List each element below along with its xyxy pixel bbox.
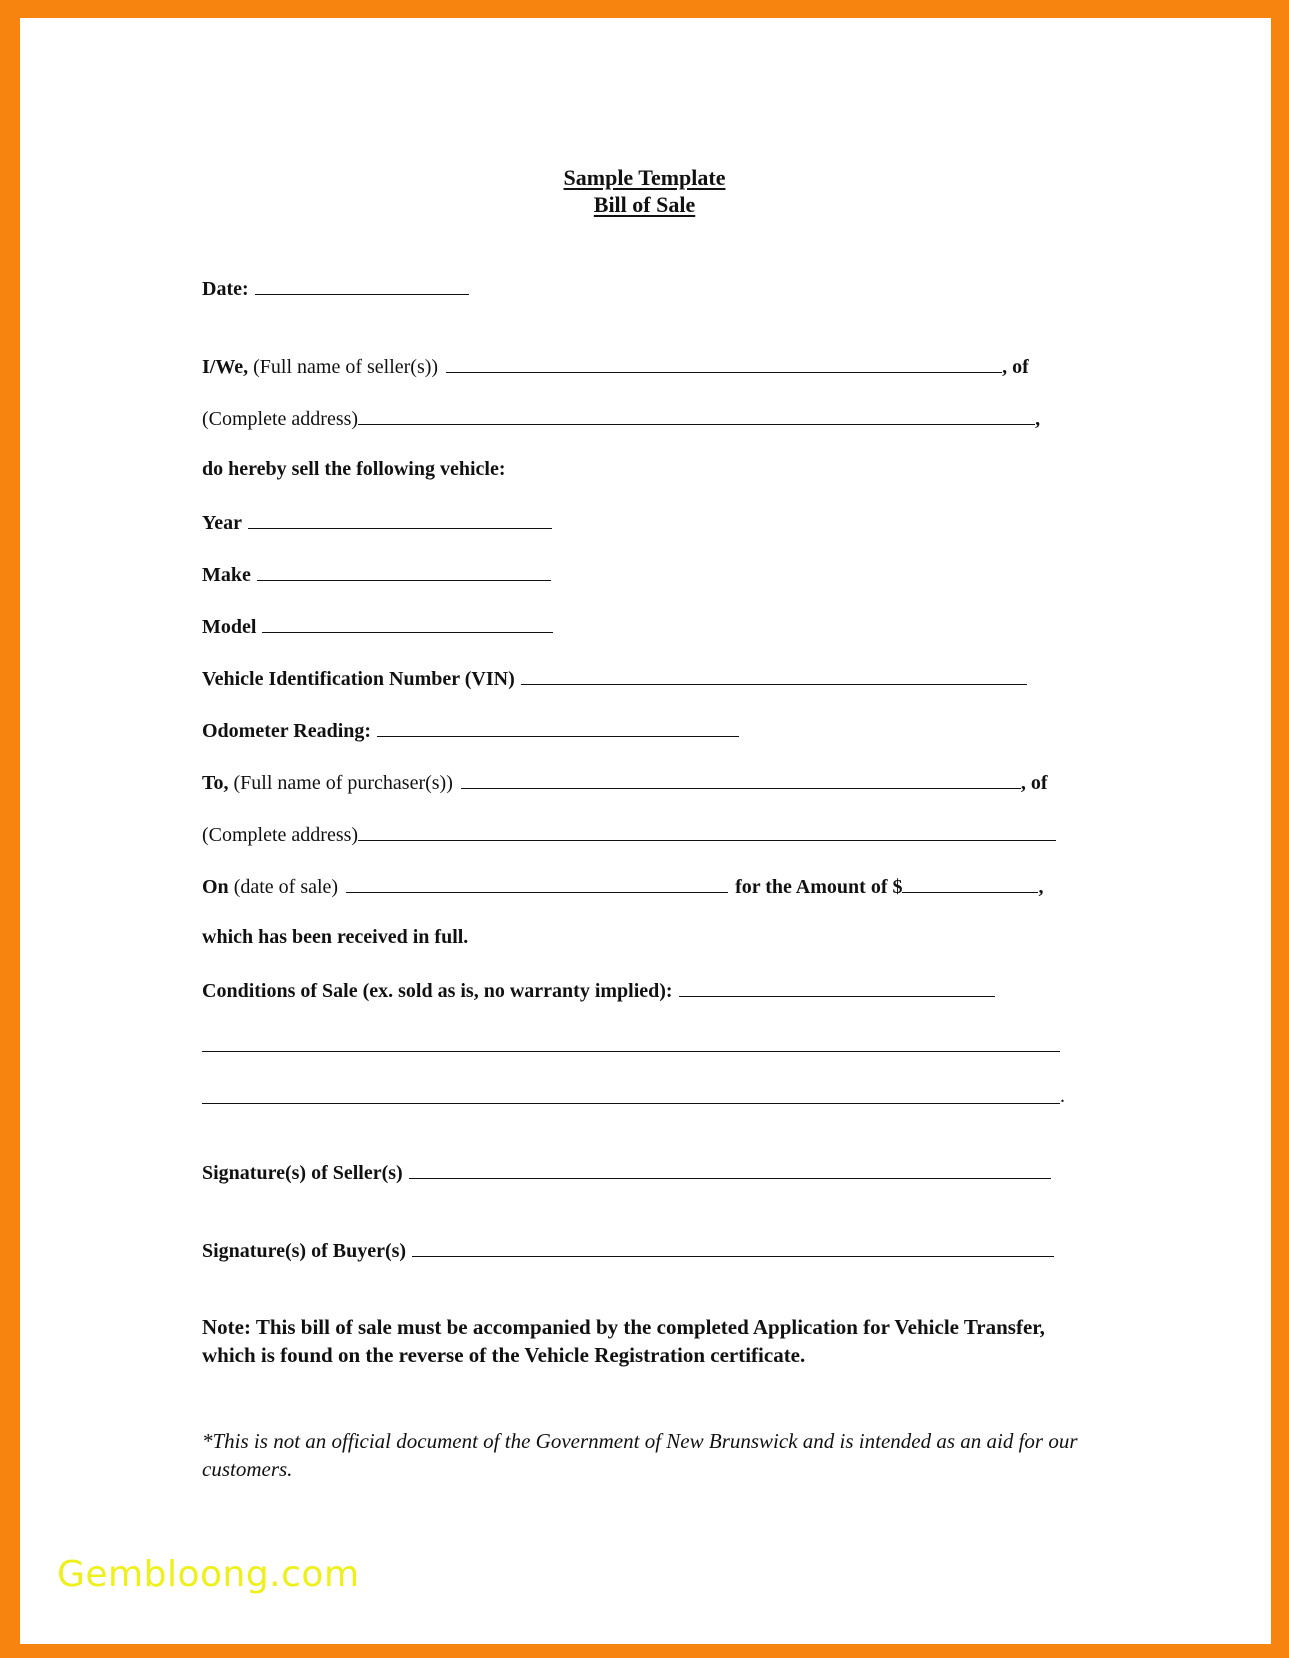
note-paragraph: Note: This bill of sale must be accompanied by the completed Application for Vehicle Transfer, which is found on the reverse of the Vehicle Registration certificate. <box>202 1315 1045 1367</box>
seller-signature-field[interactable] <box>409 1160 1051 1179</box>
seller-name-field[interactable] <box>446 354 1002 373</box>
purchaser-row <box>202 770 1048 795</box>
vin-row <box>202 666 1027 691</box>
received-row <box>202 926 468 949</box>
purchaser-of-suffix: , of <box>1020 772 1048 794</box>
disclaimer-paragraph: *This is not an official document of the Government of New Brunswick and is intended as an aid for our customers. <box>202 1429 1078 1481</box>
sell-statement-row <box>202 458 506 481</box>
purchaser-address-field[interactable] <box>358 822 1056 841</box>
year-label: Year <box>202 512 242 534</box>
seller-of-suffix: , of <box>1002 356 1029 378</box>
on-prefix: On <box>202 876 229 898</box>
buyer-signature-label: Signature(s) of Buyer(s) <box>202 1240 407 1262</box>
vin-field[interactable] <box>521 666 1027 685</box>
document-title: Sample Template <box>563 165 726 190</box>
date-label: Date: <box>202 278 249 300</box>
date-row <box>202 276 469 301</box>
document-subtitle: Bill of Sale <box>593 192 696 217</box>
seller-address-comma: , <box>1035 408 1041 430</box>
watermark-text: Gembloong.com <box>57 1554 360 1595</box>
vin-label: Vehicle Identification Number (VIN) <box>202 668 515 690</box>
conditions-line-3[interactable] <box>202 1103 1060 1104</box>
conditions-label: Conditions of Sale (ex. sold as is, no warranty implied): <box>202 980 673 1002</box>
conditions-period: . <box>1060 1085 1065 1107</box>
year-row <box>202 510 552 535</box>
make-row <box>202 562 551 587</box>
seller-address-row <box>202 406 1040 431</box>
conditions-field[interactable] <box>679 978 995 997</box>
sale-date-row <box>202 874 1043 899</box>
received-statement: which has been received in full. <box>202 926 469 948</box>
purchaser-address-row <box>202 822 1056 847</box>
odometer-label: Odometer Reading: <box>202 720 372 742</box>
seller-label: (Full name of seller(s)) <box>253 356 439 378</box>
model-row <box>202 614 553 639</box>
date-of-sale-field[interactable] <box>346 874 728 893</box>
seller-address-label: (Complete address) <box>202 408 359 430</box>
model-field[interactable] <box>262 614 553 633</box>
date-field[interactable] <box>255 276 469 295</box>
conditions-row <box>202 978 995 1003</box>
year-field[interactable] <box>248 510 552 529</box>
conditions-line-2[interactable] <box>202 1051 1060 1052</box>
amount-label: for the Amount of $ <box>735 876 903 898</box>
buyer-signature-field[interactable] <box>412 1238 1054 1257</box>
sell-statement: do hereby sell the following vehicle: <box>202 458 506 480</box>
odometer-field[interactable] <box>377 718 739 737</box>
seller-signature-row <box>202 1160 1051 1185</box>
purchaser-label: (Full name of purchaser(s)) <box>233 772 453 794</box>
purchaser-prefix: To, <box>202 772 229 794</box>
amount-comma: , <box>1038 876 1044 898</box>
conditions-period-row <box>1060 1085 1065 1108</box>
odometer-row <box>202 718 739 743</box>
amount-field[interactable] <box>902 874 1038 893</box>
date-of-sale-label: (date of sale) <box>233 876 339 898</box>
seller-address-field[interactable] <box>358 406 1035 425</box>
make-label: Make <box>202 564 251 586</box>
seller-row <box>202 354 1029 379</box>
purchaser-name-field[interactable] <box>461 770 1021 789</box>
make-field[interactable] <box>257 562 551 581</box>
purchaser-address-label: (Complete address) <box>202 824 359 846</box>
seller-prefix: I/We, <box>202 356 249 378</box>
buyer-signature-row <box>202 1238 1054 1263</box>
seller-signature-label: Signature(s) of Seller(s) <box>202 1162 403 1184</box>
model-label: Model <box>202 616 257 638</box>
